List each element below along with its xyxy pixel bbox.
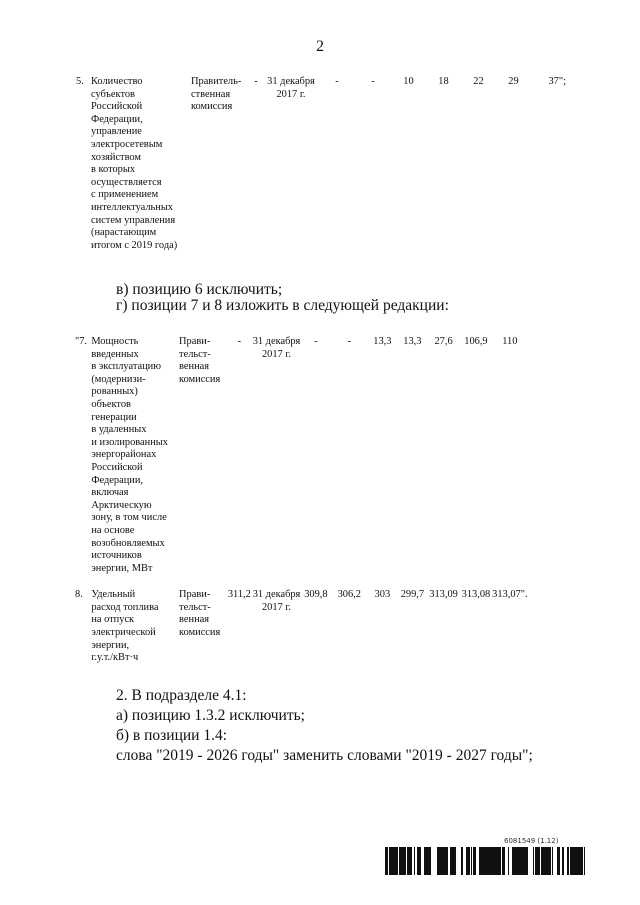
- paragraph-a: а) позицию 1.3.2 исключить;: [116, 707, 305, 724]
- value-cell: 106,9: [464, 336, 488, 347]
- responsible-body: Прави- тельст- венная комиссия: [179, 589, 221, 639]
- value-cell: -: [371, 76, 375, 87]
- value-cell: 10: [403, 76, 414, 87]
- value-cell: 110: [502, 336, 518, 347]
- indicator-name: Удельный расход топлива на отпуск электрической энергии, г.у.т./кВт·ч: [91, 589, 159, 664]
- value-cell: 313,09: [429, 589, 458, 601]
- indicator-name: Количество субъектов Российской Федерации, управление электросетевым хозяйством в которых осуществляется с применением интеллектуальных систем управления (нарастающим итогом с 2019 года): [91, 76, 178, 251]
- value-cell: 306,2: [337, 589, 361, 601]
- table-row: [75, 336, 570, 575]
- value-cell: 22: [473, 76, 484, 87]
- paragraph-b: б) в позиции 1.4:: [116, 727, 228, 744]
- base-date: 31 декабря 2017 г.: [252, 589, 301, 613]
- barcode-icon: [385, 847, 585, 875]
- value-cell: 29: [508, 76, 519, 87]
- paragraph-v: в) позицию 6 исключить;: [116, 281, 283, 298]
- row-number: 5.: [76, 76, 84, 87]
- base-value: -: [237, 336, 242, 347]
- value-cell: 18: [438, 76, 449, 87]
- value-cell: 313,07".: [492, 589, 528, 601]
- value-cell: -: [314, 336, 318, 347]
- base-value: 311,2: [227, 589, 251, 601]
- indicator-table-rows-7-8: [75, 336, 570, 665]
- value-cell: 303: [374, 589, 391, 601]
- row-number: 8.: [75, 589, 83, 601]
- page-number: 2: [316, 38, 324, 55]
- base-date: 31 декабря 2017 г.: [267, 76, 315, 100]
- paragraph-words: слова "2019 - 2026 годы" заменить словами "2019 - 2027 годы";: [116, 747, 533, 764]
- base-date: 31 декабря 2017 г.: [252, 336, 301, 360]
- responsible-body: Прави- тельст- венная комиссия: [179, 336, 221, 385]
- value-cell: -: [347, 336, 352, 347]
- value-cell: -: [335, 76, 339, 87]
- indicator-table-row-5: [76, 76, 566, 252]
- value-cell: 309,8: [304, 589, 328, 601]
- table-row: [75, 575, 570, 589]
- base-value: -: [254, 76, 258, 87]
- table-row: [75, 589, 570, 665]
- value-cell: 13,3: [373, 336, 392, 347]
- value-cell: 313,08: [461, 589, 491, 601]
- table-row: [76, 76, 566, 252]
- value-cell: 37";: [548, 76, 566, 87]
- paragraph-g: г) позиции 7 и 8 изложить в следующей редакции:: [116, 297, 449, 314]
- value-cell: 299,7: [400, 589, 425, 601]
- indicator-name: Мощность введенных в эксплуатацию (модернизи- рованных) объектов генерации в удаленных и изолированных энергорайонах Российской Федерации, включая Арктическую зону, в том числе на основе возобновляемых источников энергии, МВт: [91, 336, 168, 574]
- value-cell: 27,6: [434, 336, 453, 347]
- paragraph-section-2: 2. В подразделе 4.1:: [116, 687, 247, 704]
- responsible-body: Правитель- ственная комиссия: [191, 76, 242, 113]
- barcode-label: 6081549 (1.12): [504, 837, 559, 845]
- value-cell: 13,3: [403, 336, 422, 347]
- row-number: "7.: [75, 336, 88, 347]
